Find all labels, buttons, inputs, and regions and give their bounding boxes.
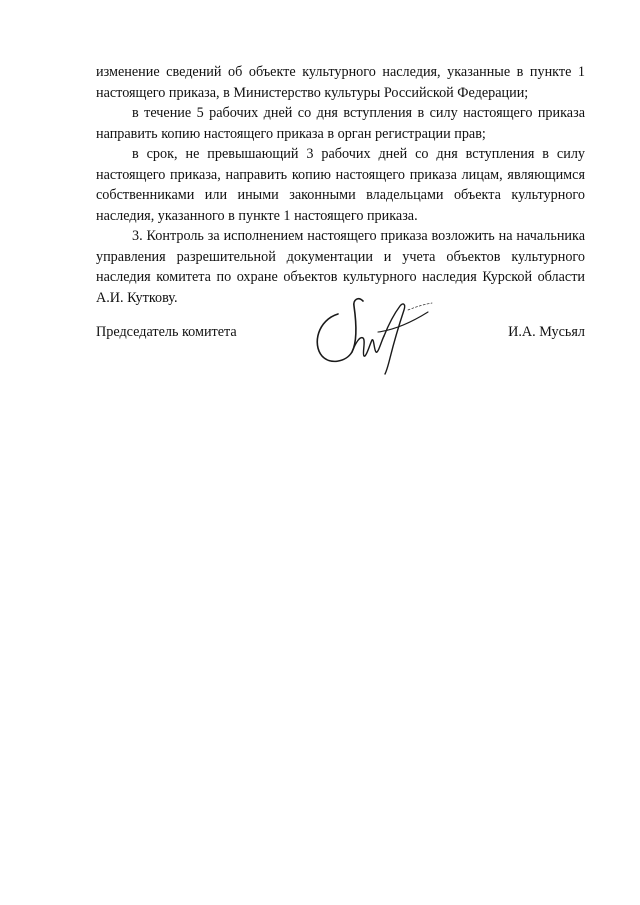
signatory-title: Председатель комитета <box>96 324 237 340</box>
paragraph-control: 3. Контроль за исполнением настоящего приказа возложить на начальника управления разрешительной документации и учета объектов культурного наследия комитета по охране объектов культурного наследия Курской области А.И. Куткову. <box>96 228 585 306</box>
paragraph-owners-copy: в срок, не превышающий 3 рабочих дней со дня вступления в силу настоящего приказа, направить копию настоящего приказа лицам, являющимся собственниками или иными законными владельцами объекта культурного наследия, указанного в пункте 1 настоящего приказа. <box>96 146 585 224</box>
document-body <box>96 62 585 308</box>
handwritten-signature <box>308 292 438 377</box>
paragraph-registration-copy: в течение 5 рабочих дней со дня вступления в силу настоящего приказа направить копию настоящего приказа в орган регистрации прав; <box>96 105 585 142</box>
paragraph-culture-ministry: изменение сведений об объекте культурного наследия, указанные в пункте 1 настоящего приказа, в Министерство культуры Российской Федерации; <box>96 64 585 101</box>
signatory-name: И.А. Мусьял <box>508 324 585 340</box>
signature-block <box>96 292 585 382</box>
